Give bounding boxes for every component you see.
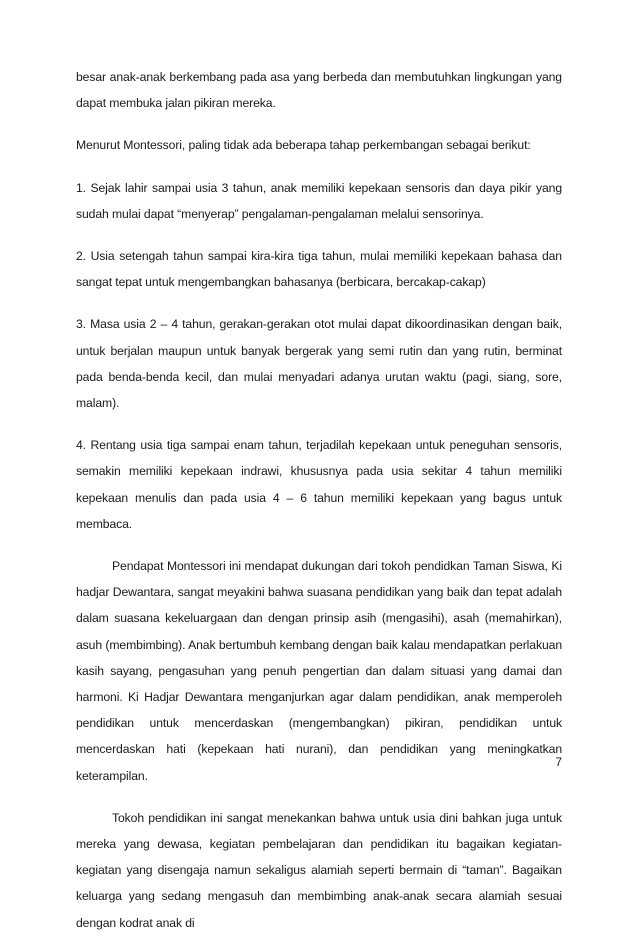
list-item-stage-1: 1. Sejak lahir sampai usia 3 tahun, anak memiliki kepekaan sensoris dan daya pikir yang sudah mulai dapat “menyerap” pengalaman-pengalaman melalui sensorinya. [76, 180, 562, 221]
paragraph-stages-intro: Menurut Montessori, paling tidak ada beberapa tahap perkembangan sebagai berikut: [76, 138, 531, 153]
document-page [76, 64, 562, 936]
paragraph-taman-learning: Tokoh pendidikan ini sangat menekankan bahwa untuk usia dini bahkan juga untuk mereka yang dewasa, kegiatan pembelajaran dan pendidikan itu bagaikan kegiatan-kegiatan yang disengaja namun sekaligus alamiah seperti bermain di “taman”. Bagaikan keluarga yang sedang mengasuh dan membimbing anak-anak secara alamiah sesuai dengan kodrat anak di [76, 810, 562, 930]
paragraph-continuation: besar anak-anak berkembang pada asa yang berbeda dan membutuhkan lingkungan yang dapat membuka jalan pikiran mereka. [76, 70, 562, 111]
paragraph-ki-hadjar-dewantara: Pendapat Montessori ini mendapat dukungan dari tokoh pendidkan Taman Siswa, Ki hadjar Dewantara, sangat meyakini bahwa suasana pendidikan yang baik dan tepat adalah dalam suasana kekeluargaan dan dengan prinsip asih (mengasihi), asah (memahirkan), asuh (membimbing). Anak bertumbuh kembang dengan baik kalau mendapatkan perlakuan kasih sayang, pengasuhan yang penuh pengertian dan dalam situasi yang damai dan harmoni. Ki Hadjar Dewantara menganjurkan agar dalam pendidikan, anak memperoleh pendidikan untuk mencerdaskan (mengembangkan) pikiran, pendidikan untuk mencerdaskan hati (kepekaan hati nurani), dan pendidikan yang meningkatkan keterampilan. [76, 559, 562, 783]
list-item-stage-4: 4. Rentang usia tiga sampai enam tahun, terjadilah kepekaan untuk peneguhan sensoris, semakin memiliki kepekaan indrawi, khususnya pada usia sekitar 4 tahun memiliki kepekaan menulis dan pada usia 4 – 6 tahun memiliki kepekaan yang bagus untuk membaca. [76, 438, 562, 531]
list-item-stage-3: 3. Masa usia 2 – 4 tahun, gerakan-gerakan otot mulai dapat dikoordinasikan dengan baik, untuk berjalan maupun untuk banyak bergerak yang semi rutin dan yang rutin, berminat pada benda-benda kecil, dan mulai menyadari adanya urutan waktu (pagi, siang, sore, malam). [76, 317, 562, 411]
list-item-stage-2: 2. Usia setengah tahun sampai kira-kira tiga tahun, mulai memiliki kepekaan bahasa dan sangat tepat untuk mengembangkan bahasanya (berbicara, bercakap-cakap) [76, 249, 562, 290]
page-number: 7 [555, 755, 562, 769]
